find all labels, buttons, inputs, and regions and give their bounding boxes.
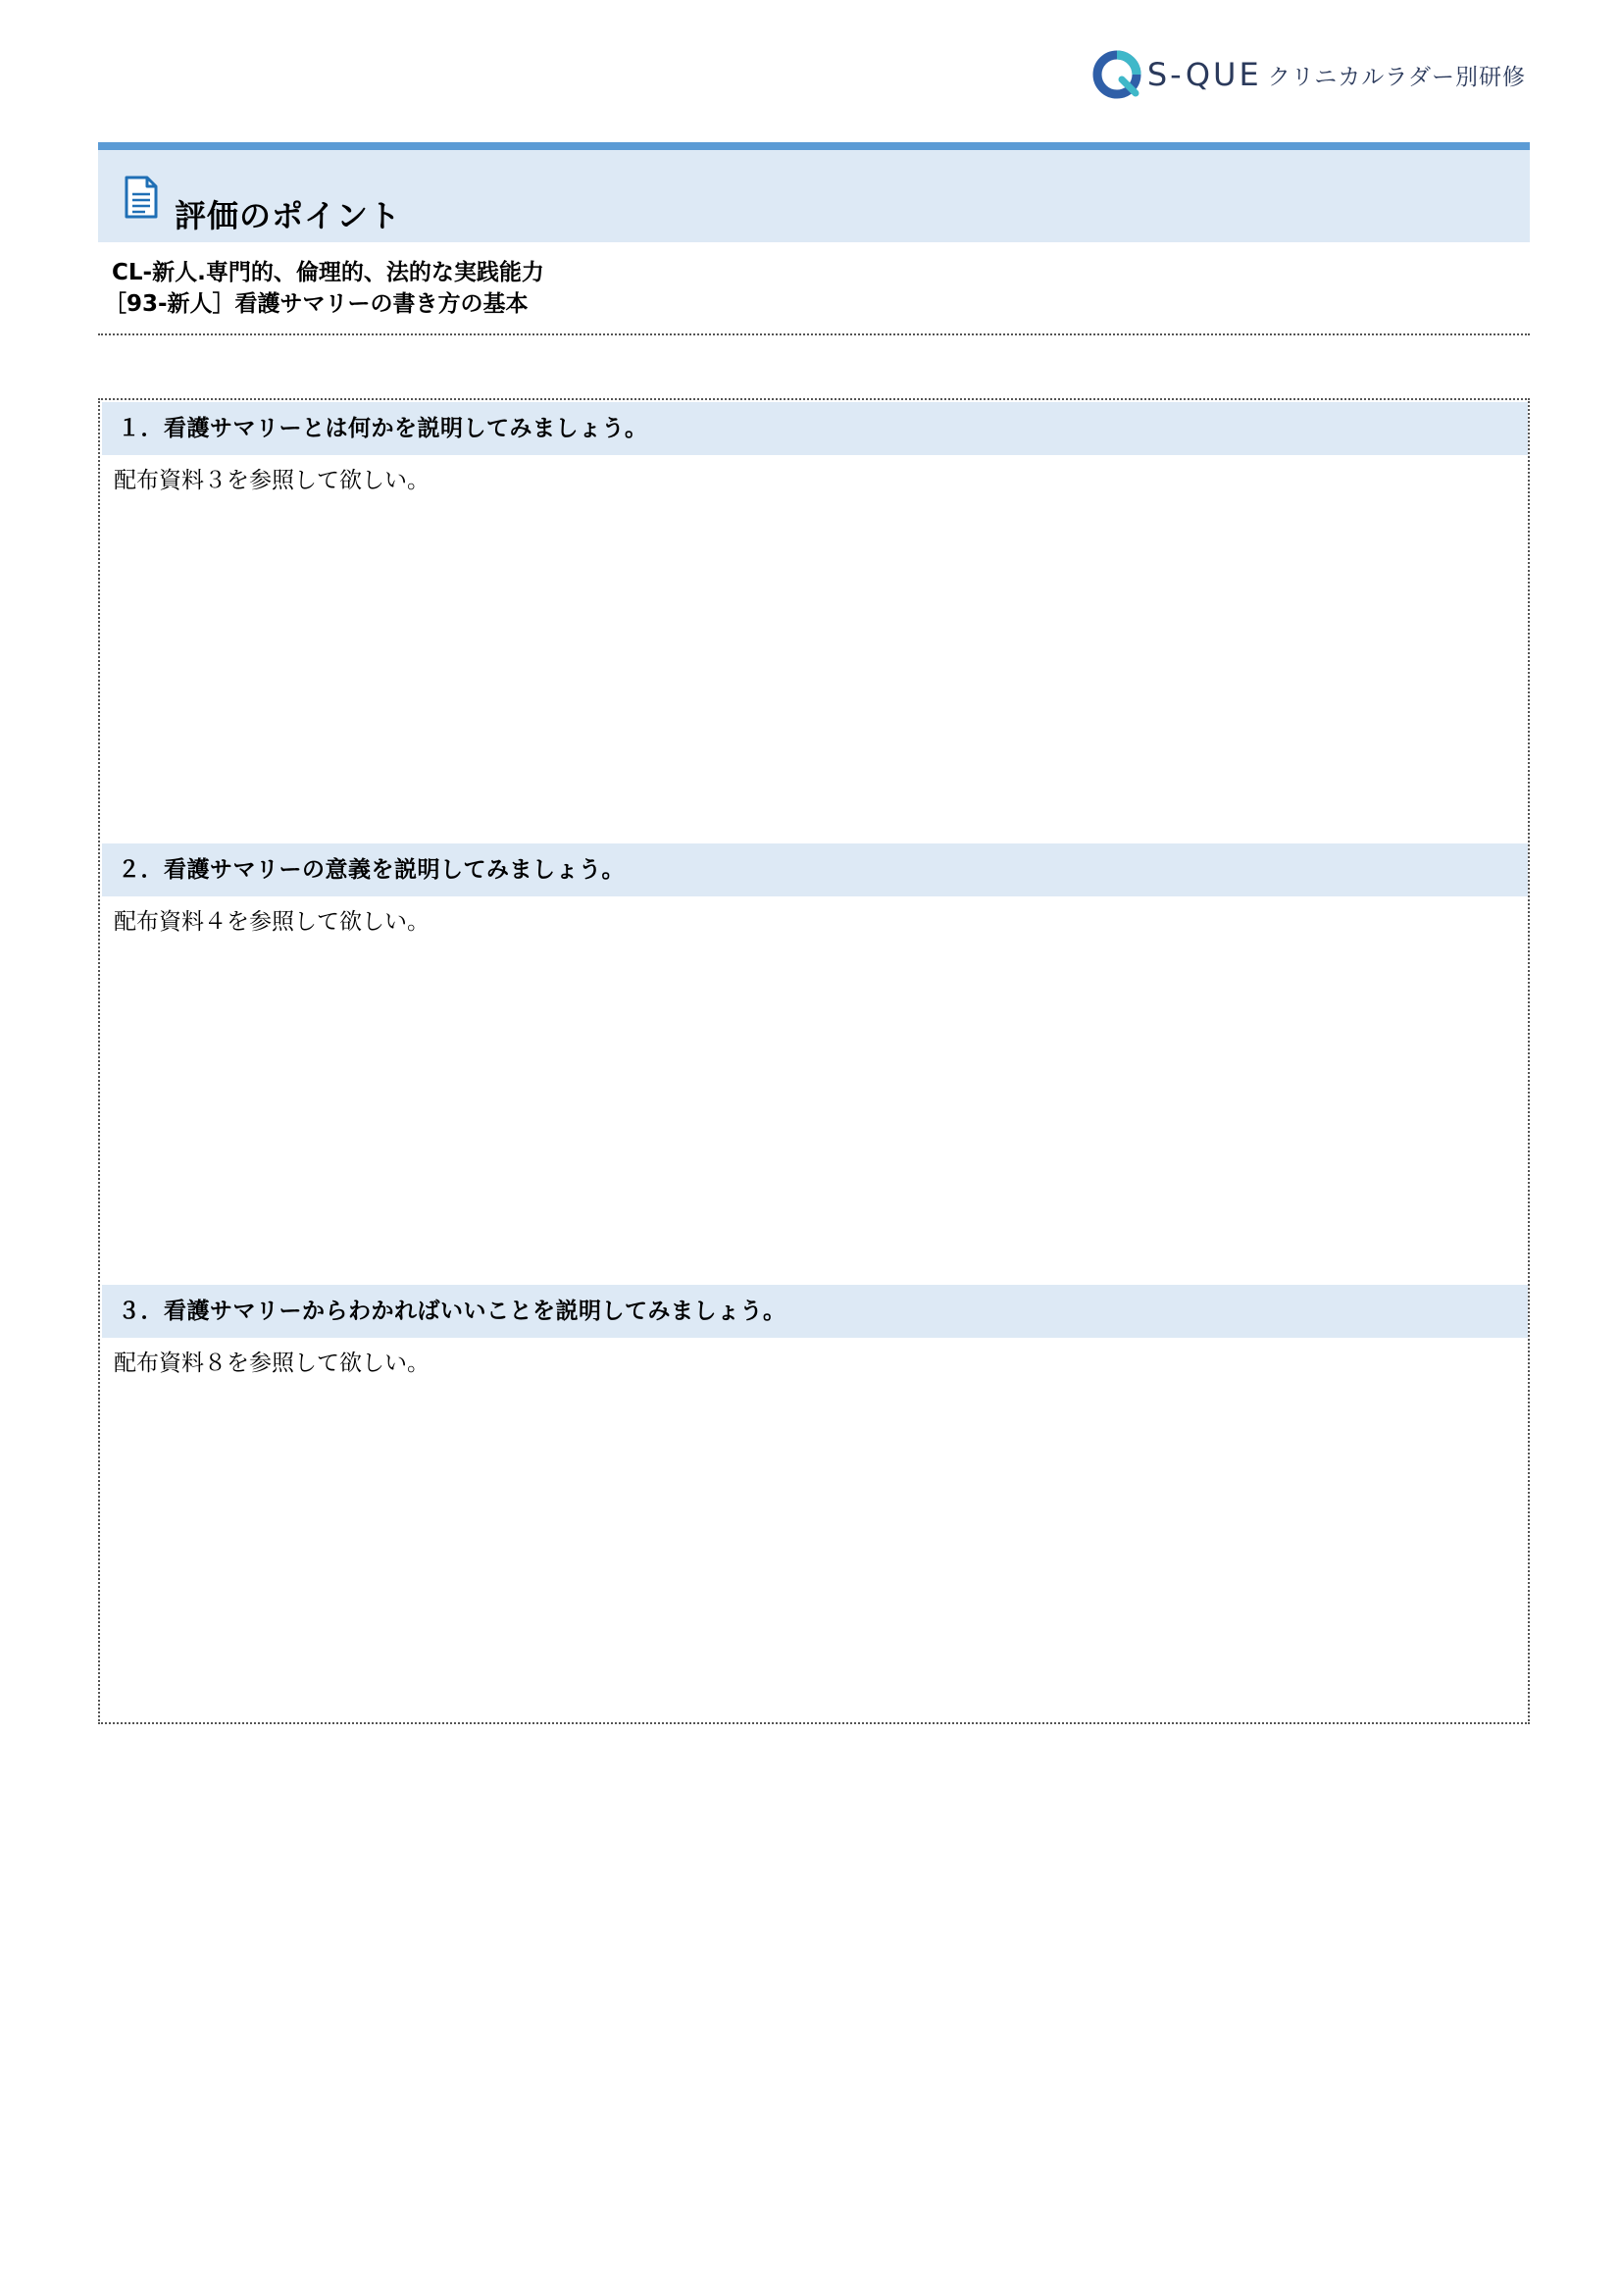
page-title: 評価のポイント bbox=[175, 197, 402, 234]
answer-text-3: 配布資料８を参照して欲しい。 bbox=[114, 1351, 430, 1376]
brand-name: S-QUE bbox=[1146, 56, 1262, 93]
divider bbox=[98, 333, 1530, 335]
document-icon bbox=[124, 176, 159, 219]
question-heading-2: ２．看護サマリーの意義を説明してみましょう。 bbox=[102, 843, 1528, 896]
brand-logo-icon bbox=[1092, 50, 1141, 99]
question-heading-3: ３．看護サマリーからわかればいいことを説明してみましょう。 bbox=[102, 1285, 1528, 1338]
course-category: CL-新人.専門的、倫理的、法的な実践能力 bbox=[112, 260, 544, 285]
section-header bbox=[98, 142, 1530, 242]
course-info bbox=[104, 257, 544, 320]
course-title: ［93-新人］看護サマリーの書き方の基本 bbox=[104, 291, 529, 317]
answer-text-1: 配布資料３を参照して欲しい。 bbox=[114, 468, 430, 493]
answer-text-2: 配布資料４を参照して欲しい。 bbox=[114, 909, 430, 935]
question-heading-1: １．看護サマリーとは何かを説明してみましょう。 bbox=[102, 402, 1528, 455]
brand-subtitle: クリニカルラダー別研修 bbox=[1267, 64, 1526, 90]
question-box bbox=[98, 398, 1530, 1724]
brand-logo bbox=[1092, 47, 1526, 102]
